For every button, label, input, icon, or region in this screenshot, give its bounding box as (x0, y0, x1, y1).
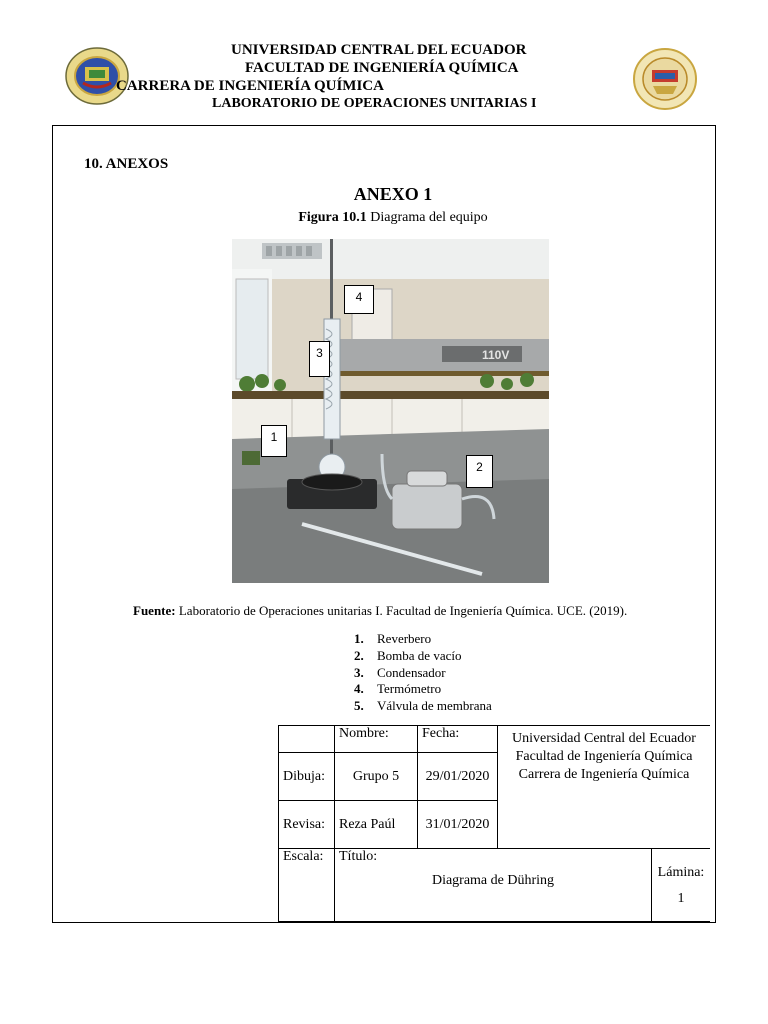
institution-line: Carrera de Ingeniería Química (518, 767, 690, 782)
header-faculty: FACULTAD DE INGENIERÍA QUÍMICA (245, 60, 519, 76)
annex-title: ANEXO 1 (353, 184, 433, 204)
titulo-value: Diagrama de Dühring (431, 873, 555, 888)
title-block (278, 725, 710, 922)
revisa-name: Reza Paúl (335, 801, 418, 849)
university-seal-icon (65, 47, 129, 105)
figure-label: Figura 10.1 (298, 210, 367, 225)
marker-condenser: 3 (309, 341, 330, 377)
lamina-value: 1 (677, 891, 685, 906)
lamina-cell (652, 849, 711, 922)
header-university: UNIVERSIDAD CENTRAL DEL ECUADOR (231, 42, 527, 58)
dibuja-label: Dibuja: (279, 753, 335, 801)
institution-line: Universidad Central del Ecuador (512, 731, 696, 746)
panel-voltage-label: 110V (482, 348, 510, 362)
institution-line: Facultad de Ingeniería Química (515, 749, 693, 764)
revisa-date: 31/01/2020 (418, 801, 498, 849)
source-text: Laboratorio de Operaciones unitarias I. Facultad de Ingeniería Química. UCE. (2019). (175, 603, 628, 618)
institution-cell (498, 726, 711, 849)
source-note (133, 603, 627, 619)
figure-caption-text: Diagrama del equipo (366, 210, 488, 225)
escala-label: Escala: (279, 849, 335, 922)
marker-thermometer: 4 (344, 285, 374, 314)
list-item: 1. Reverbero (354, 631, 432, 646)
equipment-photo (232, 239, 549, 583)
dibuja-date: 29/01/2020 (418, 753, 498, 801)
marker-heater: 1 (261, 425, 287, 457)
list-item: 5. Válvula de membrana (354, 698, 492, 714)
source-label: Fuente: (133, 603, 176, 618)
lamina-label: Lámina: (657, 865, 705, 880)
equipment-list (354, 631, 492, 715)
fecha-label: Fecha: (418, 726, 498, 753)
section-heading: 10. ANEXOS (84, 156, 169, 172)
header-lab: LABORATORIO DE OPERACIONES UNITARIAS I (212, 96, 537, 111)
marker-vacuum-pump: 2 (466, 455, 493, 488)
revisa-label: Revisa: (279, 801, 335, 849)
list-item: 2. Bomba de vacío (354, 647, 462, 663)
figure-caption (0, 210, 768, 226)
dibuja-name: Grupo 5 (335, 753, 418, 801)
nombre-label: Nombre: (335, 726, 418, 753)
header-career: CARRERA DE INGENIERÍA QUÍMICA (116, 78, 384, 94)
faculty-seal-icon (633, 48, 697, 110)
titulo-cell (335, 849, 652, 922)
titulo-label: Título: (339, 849, 378, 864)
list-item: 4. Termómetro (354, 681, 442, 697)
list-item: 3. Condensador (354, 664, 446, 680)
